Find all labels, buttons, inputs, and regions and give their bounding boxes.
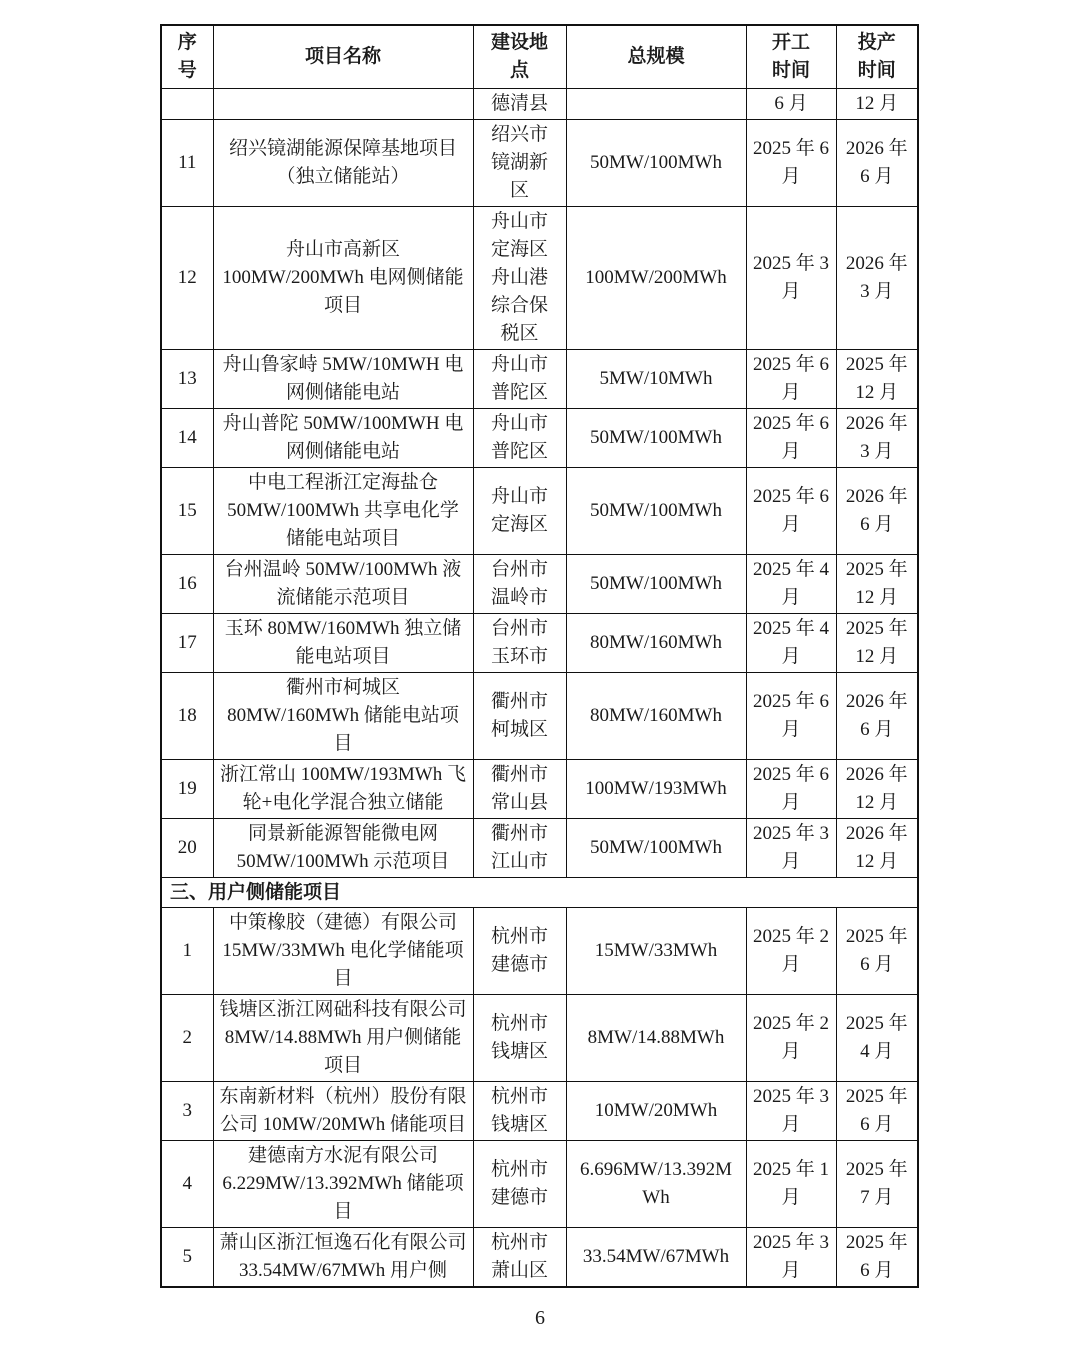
table-row-18 [161, 673, 918, 760]
cell-scale: 100MW/193MWh [566, 760, 746, 819]
cell-no: 1 [161, 908, 213, 995]
cell-scale: 50MW/100MWh [566, 468, 746, 555]
cell-production: 2025 年 4 月 [836, 995, 918, 1082]
cell-production: 2025 年 6 月 [836, 908, 918, 995]
cell-start: 2025 年 6 月 [746, 468, 836, 555]
cell-production: 2025 年 6 月 [836, 1228, 918, 1288]
cell-no: 20 [161, 819, 213, 878]
col-header-production-label: 投产时间 [857, 32, 896, 81]
table-header [161, 25, 918, 89]
cell-name: 同景新能源智能微电网 50MW/100MWh 示范项目 [213, 819, 473, 878]
cell-name: 玉环 80MW/160MWh 独立储能电站项目 [213, 614, 473, 673]
cell-location: 杭州市钱塘区 [473, 1082, 566, 1141]
table-row-user-3 [161, 1082, 918, 1141]
col-header-location-label: 建设地点 [490, 32, 548, 81]
cell-name: 东南新材料（杭州）股份有限公司 10MW/20MWh 储能项目 [213, 1082, 473, 1141]
table-row-15 [161, 468, 918, 555]
cell-location: 舟山市定海区 [473, 468, 566, 555]
cell-no: 12 [161, 207, 213, 350]
cell-start: 2025 年 6 月 [746, 350, 836, 409]
cell-scale [566, 89, 746, 120]
cell-no: 17 [161, 614, 213, 673]
cell-no: 5 [161, 1228, 213, 1288]
cell-scale: 15MW/33MWh [566, 908, 746, 995]
cell-name: 绍兴镜湖能源保障基地项目（独立储能站） [213, 120, 473, 207]
table-row-12 [161, 207, 918, 350]
col-header-start [746, 25, 836, 89]
cell-start: 2025 年 6 月 [746, 120, 836, 207]
cell-production: 2026 年 3 月 [836, 207, 918, 350]
cell-start: 2025 年 4 月 [746, 555, 836, 614]
table-row-20 [161, 819, 918, 878]
cell-no: 14 [161, 409, 213, 468]
cell-production: 2026 年 3 月 [836, 409, 918, 468]
table-body [161, 89, 918, 1288]
cell-name [213, 89, 473, 120]
cell-name: 舟山市高新区 100MW/200MWh 电网侧储能项目 [213, 207, 473, 350]
col-header-production [836, 25, 918, 89]
cell-production: 2026 年 12 月 [836, 760, 918, 819]
cell-no: 19 [161, 760, 213, 819]
cell-location: 台州市玉环市 [473, 614, 566, 673]
table-row-13 [161, 350, 918, 409]
page-number: 6 [535, 1307, 545, 1329]
cell-production: 2025 年 6 月 [836, 1082, 918, 1141]
table-row-user-4 [161, 1141, 918, 1228]
cell-no: 11 [161, 120, 213, 207]
table-row-11 [161, 120, 918, 207]
cell-start: 2025 年 6 月 [746, 409, 836, 468]
cell-name: 浙江常山 100MW/193MWh 飞轮+电化学混合独立储能 [213, 760, 473, 819]
cell-start: 2025 年 6 月 [746, 673, 836, 760]
cell-name: 中策橡胶（建德）有限公司 15MW/33MWh 电化学储能项目 [213, 908, 473, 995]
cell-no: 13 [161, 350, 213, 409]
cell-scale: 80MW/160MWh [566, 673, 746, 760]
cell-name: 舟山鲁家峙 5MW/10MWH 电网侧储能电站 [213, 350, 473, 409]
cell-scale: 100MW/200MWh [566, 207, 746, 350]
cell-location: 德清县 [473, 89, 566, 120]
cell-location: 衢州市常山县 [473, 760, 566, 819]
cell-scale: 80MW/160MWh [566, 614, 746, 673]
cell-no: 4 [161, 1141, 213, 1228]
col-header-no [161, 25, 213, 89]
table-row-19 [161, 760, 918, 819]
cell-scale: 5MW/10MWh [566, 350, 746, 409]
cell-start: 2025 年 3 月 [746, 1228, 836, 1288]
cell-scale: 50MW/100MWh [566, 409, 746, 468]
cell-no: 3 [161, 1082, 213, 1141]
cell-start: 2025 年 6 月 [746, 760, 836, 819]
col-header-location [473, 25, 566, 89]
cell-location: 舟山市定海区舟山港综合保税区 [473, 207, 566, 350]
cell-start: 2025 年 4 月 [746, 614, 836, 673]
table-row-14 [161, 409, 918, 468]
table-row-continuation [161, 89, 918, 120]
cell-start: 2025 年 2 月 [746, 908, 836, 995]
cell-no [161, 89, 213, 120]
cell-production: 12 月 [836, 89, 918, 120]
cell-start: 2025 年 1 月 [746, 1141, 836, 1228]
cell-location: 杭州市钱塘区 [473, 995, 566, 1082]
table-row-user-2 [161, 995, 918, 1082]
cell-location: 舟山市普陀区 [473, 350, 566, 409]
col-header-scale [566, 25, 746, 89]
cell-start: 2025 年 3 月 [746, 1082, 836, 1141]
cell-start: 2025 年 3 月 [746, 819, 836, 878]
cell-location: 杭州市萧山区 [473, 1228, 566, 1288]
cell-start: 2025 年 3 月 [746, 207, 836, 350]
cell-no: 2 [161, 995, 213, 1082]
cell-production: 2025 年 12 月 [836, 555, 918, 614]
cell-scale: 50MW/100MWh [566, 555, 746, 614]
cell-no: 16 [161, 555, 213, 614]
cell-production: 2026 年 6 月 [836, 673, 918, 760]
cell-scale: 33.54MW/67MWh [566, 1228, 746, 1288]
cell-scale: 10MW/20MWh [566, 1082, 746, 1141]
section-header-label: 三、用户侧储能项目 [161, 878, 918, 908]
col-header-no-label: 序号 [177, 32, 197, 81]
cell-production: 2026 年 6 月 [836, 120, 918, 207]
col-header-name-label: 项目名称 [304, 46, 381, 67]
cell-scale: 8MW/14.88MWh [566, 995, 746, 1082]
cell-name: 建德南方水泥有限公司 6.229MW/13.392MWh 储能项目 [213, 1141, 473, 1228]
cell-no: 15 [161, 468, 213, 555]
projects-table [160, 24, 919, 1288]
cell-scale: 50MW/100MWh [566, 120, 746, 207]
cell-name: 中电工程浙江定海盐仓 50MW/100MWh 共享电化学储能电站项目 [213, 468, 473, 555]
cell-production: 2025 年 7 月 [836, 1141, 918, 1228]
table-row-17 [161, 614, 918, 673]
cell-name: 钱塘区浙江网础科技有限公司 8MW/14.88MWh 用户侧储能项目 [213, 995, 473, 1082]
cell-start: 6 月 [746, 89, 836, 120]
col-header-scale-label: 总规模 [627, 46, 685, 67]
cell-no: 18 [161, 673, 213, 760]
cell-name: 台州温岭 50MW/100MWh 液流储能示范项目 [213, 555, 473, 614]
table-row-user-5 [161, 1228, 918, 1288]
cell-production: 2026 年 6 月 [836, 468, 918, 555]
cell-production: 2025 年 12 月 [836, 350, 918, 409]
table-row-16 [161, 555, 918, 614]
section-header-row [161, 878, 918, 908]
cell-location: 衢州市江山市 [473, 819, 566, 878]
cell-start: 2025 年 2 月 [746, 995, 836, 1082]
cell-name: 萧山区浙江恒逸石化有限公司 33.54MW/67MWh 用户侧 [213, 1228, 473, 1288]
cell-production: 2025 年 12 月 [836, 614, 918, 673]
cell-location: 绍兴市镜湖新区 [473, 120, 566, 207]
cell-production: 2026 年 12 月 [836, 819, 918, 878]
col-header-start-label: 开工时间 [771, 32, 810, 81]
col-header-name [213, 25, 473, 89]
cell-name: 舟山普陀 50MW/100MWH 电网侧储能电站 [213, 409, 473, 468]
cell-location: 舟山市普陀区 [473, 409, 566, 468]
cell-location: 衢州市柯城区 [473, 673, 566, 760]
cell-scale: 6.696MW/13.392MWh [566, 1141, 746, 1228]
cell-name: 衢州市柯城区 80MW/160MWh 储能电站项目 [213, 673, 473, 760]
header-row [161, 25, 918, 89]
cell-location: 杭州市建德市 [473, 1141, 566, 1228]
table-row-user-1 [161, 908, 918, 995]
cell-scale: 50MW/100MWh [566, 819, 746, 878]
cell-location: 杭州市建德市 [473, 908, 566, 995]
cell-location: 台州市温岭市 [473, 555, 566, 614]
